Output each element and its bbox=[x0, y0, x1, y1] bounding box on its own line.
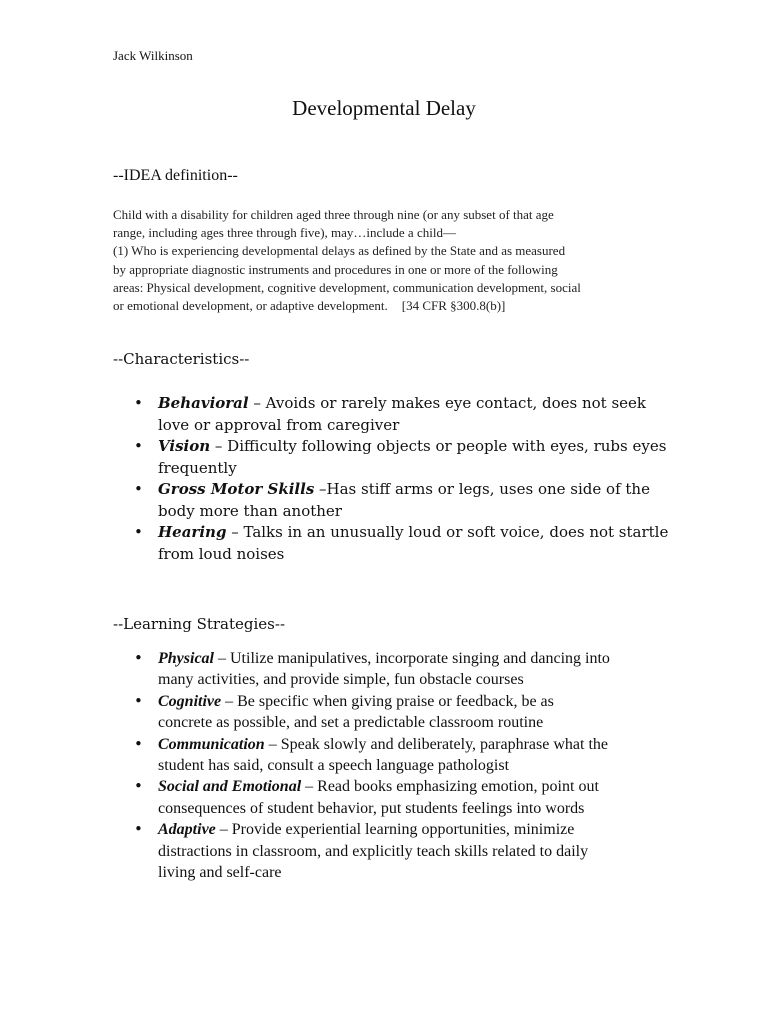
list-item-text: – Be specific when giving praise or feedback, be as bbox=[221, 692, 554, 710]
list-item-text: student has said, consult a speech language pathologist bbox=[158, 757, 510, 775]
idea-line-text: or emotional development, or adaptive development. bbox=[113, 298, 388, 314]
list-item-text: – Avoids or rarely makes eye contact, does not seek bbox=[248, 394, 647, 412]
idea-line: by appropriate diagnostic instruments and procedures in one or more of the following bbox=[113, 261, 558, 277]
bullet-icon: • bbox=[134, 820, 143, 839]
list-item bbox=[113, 734, 673, 777]
idea-line: range, including ages three through five), may…include a child— bbox=[113, 225, 456, 241]
list-item bbox=[113, 522, 673, 565]
list-item-text: – Speak slowly and deliberately, paraphrase what the bbox=[264, 735, 608, 753]
characteristics-list bbox=[113, 393, 673, 565]
list-item-term: Hearing bbox=[158, 523, 227, 541]
list-item-text: consequences of student behavior, put students feelings into words bbox=[158, 799, 585, 817]
list-item-text: – Utilize manipulatives, incorporate singing and dancing into bbox=[214, 650, 610, 667]
list-item-term: Communication bbox=[158, 735, 265, 753]
list-item-text: love or approval from caregiver bbox=[158, 415, 400, 434]
idea-line: (1) Who is experiencing developmental delays as defined by the State and as measured bbox=[113, 243, 566, 259]
list-item-term: Adaptive bbox=[158, 821, 216, 839]
bullet-icon: • bbox=[134, 437, 143, 455]
list-item-line bbox=[158, 479, 673, 501]
bullet-icon: • bbox=[134, 777, 143, 796]
bullet-icon: • bbox=[134, 480, 143, 498]
list-item-term: Physical bbox=[158, 650, 214, 667]
list-item bbox=[113, 436, 673, 479]
list-item-line bbox=[158, 648, 673, 669]
list-item-line bbox=[158, 436, 673, 458]
list-item-text: from loud noises bbox=[158, 544, 285, 563]
bullet-icon: • bbox=[134, 523, 143, 541]
list-item-line bbox=[158, 393, 673, 415]
bullet-icon: • bbox=[134, 394, 143, 412]
list-item-text: – Talks in an unusually loud or soft voice, does not startle bbox=[226, 523, 669, 541]
list-item-line bbox=[158, 819, 673, 840]
idea-heading: --IDEA definition-- bbox=[113, 167, 238, 184]
list-item-text: distractions in classroom, and explicitly teach skills related to daily bbox=[158, 842, 589, 860]
list-item-text: – Difficulty following objects or people with eyes, rubs eyes bbox=[210, 437, 667, 455]
list-item-text: – Read books emphasizing emotion, point out bbox=[301, 778, 599, 796]
characteristics-heading: --Characteristics-- bbox=[113, 350, 250, 368]
list-item-text: many activities, and provide simple, fun obstacle courses bbox=[158, 671, 524, 689]
list-item-line bbox=[158, 776, 673, 797]
learning-strategies-list bbox=[113, 648, 673, 883]
list-item-text: concrete as possible, and set a predictable classroom routine bbox=[158, 714, 544, 732]
list-item bbox=[113, 393, 673, 436]
list-item-line bbox=[158, 522, 673, 544]
idea-line: Child with a disability for children aged three through nine (or any subset of that age bbox=[113, 207, 554, 222]
page-title: Developmental Delay bbox=[292, 96, 476, 120]
idea-citation: [34 CFR §300.8(b)] bbox=[401, 298, 506, 314]
list-item-term: Cognitive bbox=[158, 692, 222, 710]
list-item bbox=[113, 648, 673, 691]
learning-strategies-heading: --Learning Strategies-- bbox=[113, 615, 286, 633]
idea-definition-text bbox=[113, 206, 673, 315]
bullet-icon: • bbox=[134, 691, 143, 710]
idea-line: areas: Physical development, cognitive development, communication development, social bbox=[113, 279, 581, 295]
idea-line-last bbox=[113, 297, 673, 315]
list-item-term: Social and Emotional bbox=[158, 778, 302, 796]
author-name: Jack Wilkinson bbox=[113, 48, 193, 63]
bullet-icon: • bbox=[134, 649, 143, 667]
list-item-text: frequently bbox=[158, 458, 237, 477]
list-item-text: – Provide experiential learning opportunities, minimize bbox=[215, 821, 575, 839]
list-item bbox=[113, 691, 673, 734]
list-item bbox=[113, 776, 673, 819]
list-item-text: living and self-care bbox=[158, 864, 282, 882]
list-item-line bbox=[158, 691, 673, 712]
list-item-text: body more than another bbox=[158, 501, 342, 520]
list-item bbox=[113, 479, 673, 522]
list-item-term: Behavioral bbox=[158, 394, 249, 412]
bullet-icon: • bbox=[134, 734, 143, 753]
list-item-term: Vision bbox=[158, 437, 211, 455]
list-item-line bbox=[158, 734, 673, 755]
list-item-term: Gross Motor Skills bbox=[158, 480, 315, 498]
list-item bbox=[113, 819, 673, 883]
list-item-text: –Has stiff arms or legs, uses one side of the bbox=[314, 480, 650, 498]
